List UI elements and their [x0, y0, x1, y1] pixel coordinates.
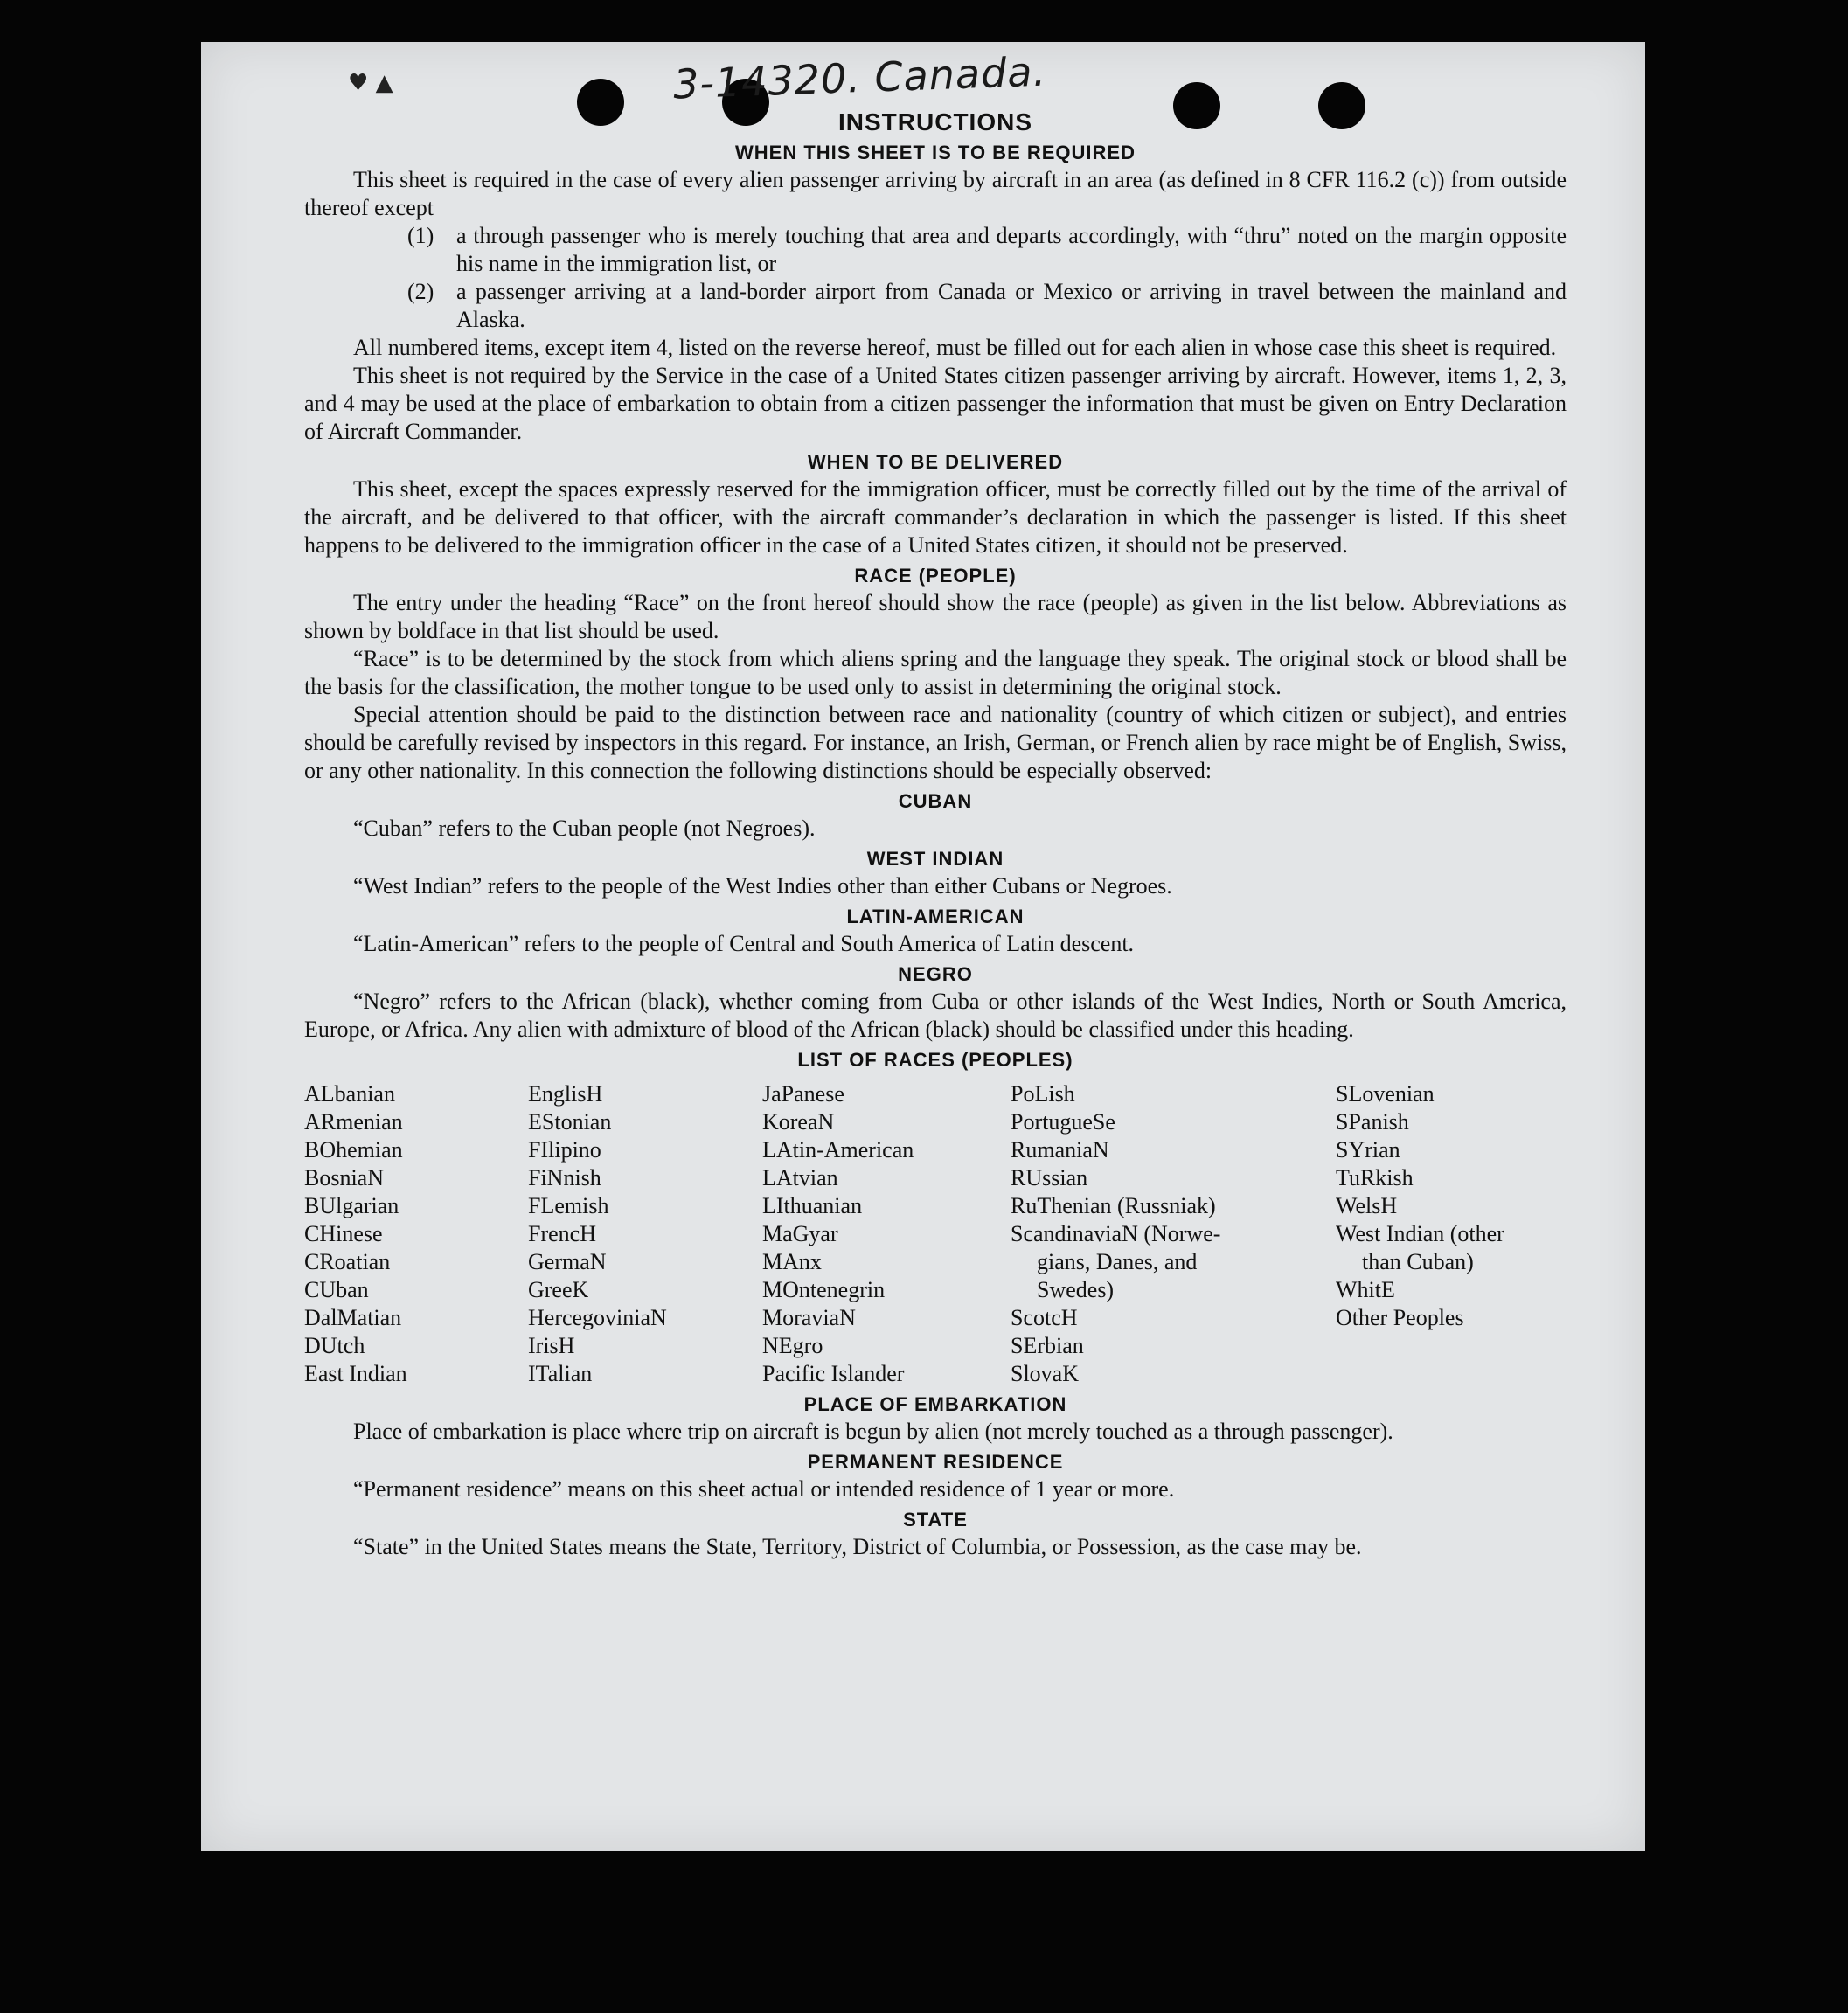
- race-item: ScotcH: [1011, 1305, 1078, 1330]
- race-item: LIthuanian: [762, 1193, 863, 1218]
- section-title-race: RACE (PEOPLE): [854, 565, 1017, 587]
- section-title-when-delivered: WHEN TO BE DELIVERED: [807, 451, 1064, 473]
- race-item: Swedes): [1037, 1277, 1115, 1302]
- race-item: FiNnish: [528, 1165, 601, 1190]
- race-item: MAnx: [762, 1249, 822, 1274]
- handwritten-note: 3-14320. Canada.: [672, 47, 1047, 108]
- race-item: FrencH: [528, 1221, 596, 1246]
- race-item: HercegoviniaN: [528, 1305, 667, 1330]
- section-title-permanent-residence: PERMANENT RESIDENCE: [807, 1451, 1064, 1473]
- race-item: PortugueSe: [1011, 1109, 1115, 1135]
- race-item: ALbanian: [304, 1081, 395, 1107]
- race-item: GreeK: [528, 1277, 589, 1302]
- race-item: Other Peoples: [1336, 1305, 1464, 1330]
- paragraph: This sheet is required in the case of every alien passenger arriving by aircraft in an area (as defined in 8 CFR 116.2 (c)) from outside thereof except: [304, 167, 1567, 220]
- race-item: CUban: [304, 1277, 369, 1302]
- race-item: West Indian (other: [1336, 1221, 1504, 1246]
- paragraph: “Race” is to be determined by the stock from which aliens spring and the language they speak. The original stock or blood shall be the basis for the classification, the mother tongue to be used only to assist in determining the original stock.: [304, 646, 1567, 699]
- section-title-cuban: CUBAN: [898, 790, 973, 812]
- section-title-latin-american: LATIN-AMERICAN: [846, 906, 1025, 927]
- item-number: (1): [407, 223, 434, 248]
- race-item: ITalian: [528, 1361, 593, 1386]
- race-item: SYrian: [1336, 1137, 1400, 1163]
- race-item: CRoatian: [304, 1249, 391, 1274]
- race-item: RuThenian (Russniak): [1011, 1193, 1216, 1218]
- races-column: [528, 1080, 762, 1388]
- item-number: (2): [407, 279, 434, 304]
- paragraph: “Latin-American” refers to the people of Central and South America of Latin descent.: [353, 931, 1135, 956]
- paragraph: “Permanent residence” means on this sheet actual or intended residence of 1 year or more.: [353, 1476, 1175, 1502]
- race-item: RUssian: [1011, 1165, 1088, 1190]
- race-item: than Cuban): [1362, 1249, 1474, 1274]
- ink-mark: ♥ ▲: [348, 70, 393, 96]
- section-title-embarkation: PLACE OF EMBARKATION: [803, 1393, 1067, 1415]
- races-column: [762, 1080, 1011, 1388]
- race-item: JaPanese: [762, 1081, 844, 1107]
- section-title-list-of-races: LIST OF RACES (PEOPLES): [797, 1049, 1073, 1071]
- race-item: DUtch: [304, 1333, 365, 1358]
- paragraph: All numbered items, except item 4, listed on the reverse hereof, must be filled out for each alien in whose case this sheet is required.: [353, 335, 1557, 360]
- race-item: WelsH: [1336, 1193, 1398, 1218]
- races-list: [304, 1080, 1567, 1388]
- race-item: BOhemian: [304, 1137, 403, 1163]
- race-item: KoreaN: [762, 1109, 835, 1135]
- race-item: SLovenian: [1336, 1081, 1435, 1107]
- page-title: INSTRUCTIONS: [838, 108, 1032, 135]
- race-item: LAtin-American: [762, 1137, 914, 1163]
- instructions-content: [304, 105, 1567, 1561]
- paragraph: The entry under the heading “Race” on the front hereof should show the race (people) as given in the list below. Abbreviations as shown by boldface in that list should be used.: [304, 590, 1567, 643]
- races-column: [1336, 1080, 1567, 1388]
- item-text: a through passenger who is merely touching that area and departs accordingly, with “thru” noted on the margin opposite his name in the immigration list, or: [456, 223, 1567, 276]
- race-item: WhitE: [1336, 1277, 1395, 1302]
- race-item: IrisH: [528, 1333, 575, 1358]
- race-item: BosniaN: [304, 1165, 384, 1190]
- section-title-negro: NEGRO: [898, 963, 973, 985]
- race-item: FLemish: [528, 1193, 609, 1218]
- race-item: SPanish: [1336, 1109, 1409, 1135]
- race-item: NEgro: [762, 1333, 823, 1358]
- race-item: SErbian: [1011, 1333, 1084, 1358]
- paragraph: This sheet, except the spaces expressly reserved for the immigration officer, must be correctly filled out by the time of the arrival of the aircraft, and be delivered to that officer, with the aircraft commander’s declaration in which the passenger is listed. If this sheet happens to be delivered to the immigration officer in the case of a United States citizen, it should not be preserved.: [304, 476, 1567, 558]
- race-item: gians, Danes, and: [1037, 1249, 1198, 1274]
- paragraph: “Negro” refers to the African (black), whether coming from Cuba or other islands of the West Indies, North or South America, Europe, or Africa. Any alien with admixture of blood of the African (black) should be classified under this heading.: [304, 989, 1567, 1042]
- race-item: TuRkish: [1336, 1165, 1414, 1190]
- paragraph: “Cuban” refers to the Cuban people (not Negroes).: [353, 816, 816, 841]
- race-item: EnglisH: [528, 1081, 603, 1107]
- paragraph: Place of embarkation is place where trip on aircraft is begun by alien (not merely touched as a through passenger).: [353, 1419, 1393, 1444]
- race-item: ARmenian: [304, 1109, 403, 1135]
- paragraph: “West Indian” refers to the people of the West Indies other than either Cubans or Negroes.: [353, 873, 1172, 899]
- race-item: PoLish: [1011, 1081, 1075, 1107]
- section-title-when-required: WHEN THIS SHEET IS TO BE REQUIRED: [735, 142, 1136, 163]
- race-item: DalMatian: [304, 1305, 402, 1330]
- section-title-state: STATE: [903, 1509, 968, 1531]
- race-item: GermaN: [528, 1249, 607, 1274]
- races-column: [304, 1080, 528, 1388]
- paragraph: This sheet is not required by the Service in the case of a United States citizen passenger arriving by aircraft. However, items 1, 2, 3, and 4 may be used at the place of embarkation to obtain from a citizen passenger the information that must be given on Entry Declaration of Aircraft Commander.: [304, 363, 1567, 444]
- race-item: ScandinaviaN (Norwe-: [1011, 1221, 1221, 1246]
- race-item: RumaniaN: [1011, 1137, 1109, 1163]
- races-column: [1011, 1080, 1336, 1388]
- race-item: MoraviaN: [762, 1305, 856, 1330]
- section-title-west-indian: WEST INDIAN: [866, 848, 1004, 870]
- list-item: [407, 278, 1567, 334]
- race-item: CHinese: [304, 1221, 383, 1246]
- race-item: LAtvian: [762, 1165, 838, 1190]
- item-text: a passenger arriving at a land-border airport from Canada or Mexico or arriving in travel between the mainland and Alaska.: [456, 279, 1567, 332]
- race-item: FIlipino: [528, 1137, 601, 1163]
- paragraph: Special attention should be paid to the distinction between race and nationality (country of which citizen or subject), and entries should be carefully revised by inspectors in this regard. For instance, an Irish, German, or French alien by race might be of English, Swiss, or any other nationality. In this connection the following distinctions should be especially observed:: [304, 702, 1567, 783]
- race-item: BUlgarian: [304, 1193, 399, 1218]
- race-item: EStonian: [528, 1109, 612, 1135]
- race-item: East Indian: [304, 1361, 407, 1386]
- race-item: Pacific Islander: [762, 1361, 905, 1386]
- race-item: SlovaK: [1011, 1361, 1079, 1386]
- list-item: [407, 222, 1567, 278]
- race-item: MOntenegrin: [762, 1277, 886, 1302]
- paragraph: “State” in the United States means the State, Territory, District of Columbia, or Possession, as the case may be.: [353, 1534, 1362, 1559]
- race-item: MaGyar: [762, 1221, 838, 1246]
